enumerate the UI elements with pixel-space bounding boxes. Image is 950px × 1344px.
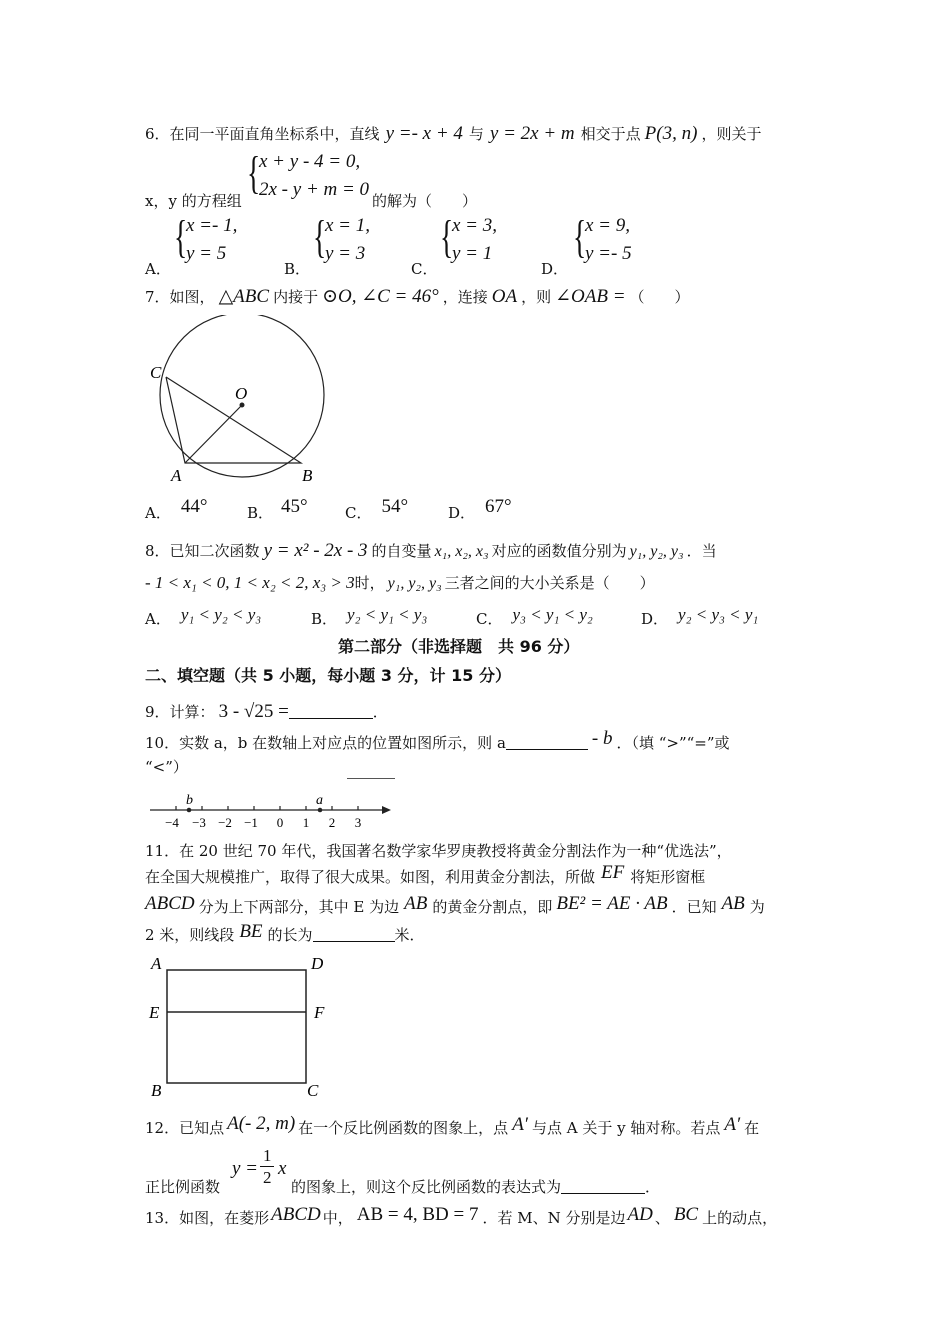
q8-line2: - 1 < x₁ < 0, 1 < x₂ < 2, x₃ > 3时， y₁, y₂, y₃ 三者之间的大小关系是（ ） bbox=[145, 573, 655, 592]
q8-option-c[interactable]: C． y₃ < y₁ < y₂ bbox=[476, 605, 593, 628]
q6-line1: 6．在同一平面直角坐标系中，直线 y =- x + 4 与 y = 2x + m 相交于点 P(3, n) ，则关于 bbox=[145, 123, 762, 144]
q11-label-b: B bbox=[151, 1081, 162, 1100]
q11-label-a: A bbox=[151, 954, 162, 973]
q10-tick-label: −4 bbox=[165, 815, 179, 830]
q6-option-b-label[interactable]: B． bbox=[284, 260, 311, 278]
q10-stray-line bbox=[347, 778, 395, 779]
q10-point-a bbox=[318, 808, 323, 813]
q6-line2-tail: 的解为（ ） bbox=[372, 192, 478, 210]
q10-tick-label: 2 bbox=[328, 815, 336, 830]
q10-label-a: a bbox=[316, 793, 323, 808]
q11-label-d: D bbox=[311, 954, 324, 973]
q6-point: P(3, n) bbox=[644, 123, 698, 144]
q7-option-c[interactable]: C． 54° bbox=[345, 496, 409, 522]
q11-label-e: E bbox=[149, 1003, 160, 1022]
q6-option-d-label[interactable]: D． bbox=[541, 260, 569, 278]
q8-option-a[interactable]: A． y₁ < y₂ < y₃ bbox=[145, 605, 262, 628]
q7-circle-figure bbox=[140, 315, 340, 490]
q6-option-c-label[interactable]: C． bbox=[411, 260, 438, 278]
q11-label-c: C bbox=[307, 1081, 319, 1100]
q7-line1: 7．如图， △ABC 内接于 ⊙O, ∠C = 46° ，连接 OA ，则 ∠OAB = （ ） bbox=[145, 286, 690, 307]
q11-rectangle-figure bbox=[145, 950, 345, 1100]
q10-number-line bbox=[148, 790, 398, 832]
q10-answer-blank[interactable] bbox=[506, 735, 588, 750]
q10-tick-label: −1 bbox=[244, 815, 258, 830]
q9-answer-blank[interactable] bbox=[289, 704, 373, 719]
q12-answer-blank[interactable] bbox=[561, 1179, 645, 1194]
q10-line1: 10．实数 a，b 在数轴上对应点的位置如图所示，则 a - b ．（填 “>”“=”或 bbox=[145, 728, 730, 752]
q7-label-c: C bbox=[150, 363, 162, 382]
q13-line1: 13．如图，在菱形 ABCD 中， AB = 4, BD = 7 ．若 M、N 分别是边 AD 、 BC 上的动点， bbox=[145, 1204, 778, 1227]
q10-label-b: b bbox=[186, 793, 193, 808]
q11-label-f: F bbox=[314, 1003, 325, 1022]
q7-label-b: B bbox=[302, 466, 313, 485]
q10-tick-label: −2 bbox=[218, 815, 232, 830]
part2-title: 第二部分（非选择题 共 96 分） bbox=[338, 637, 580, 656]
q6-eq2: y = 2x + m bbox=[489, 123, 575, 144]
q7-option-d[interactable]: D． 67° bbox=[448, 496, 512, 522]
q8-option-d[interactable]: D． y₂ < y₃ < y₁ bbox=[641, 605, 759, 628]
q12-proportional-function: y = 1 2 x bbox=[232, 1146, 287, 1187]
q7-label-a: A bbox=[171, 466, 182, 485]
q7-option-b[interactable]: B． 45° bbox=[247, 496, 308, 522]
q7-label-o: O bbox=[235, 384, 248, 403]
q10-tick-label: 1 bbox=[302, 815, 310, 830]
q8-line1: 8．已知二次函数 y = x² - 2x - 3 的自变量 x₁, x₂, x₃ 对应的函数值分别为 y₁, y₂, y₃ ．当 bbox=[145, 540, 717, 561]
q12-line2-start: 正比例函数 bbox=[145, 1178, 221, 1196]
q11-line1: 11．在 20 世纪 70 年代，我国著名数学家华罗庚教授将黄金分割法作为一种“优选法”， bbox=[145, 842, 732, 860]
q11-answer-blank[interactable] bbox=[313, 927, 395, 942]
q10-tick-label: −3 bbox=[192, 815, 206, 830]
q6-eq1: y =- x + 4 bbox=[385, 123, 463, 144]
q10-tick-label: 0 bbox=[276, 815, 284, 830]
q12-line1: 12．已知点 A(- 2, m) 在一个反比例函数的图象上，点 A′ 与点 A 关于 y 轴对称。若点 A′ 在 bbox=[145, 1113, 760, 1137]
q11-line2: 在全国大规模推广，取得了很大成果。如图，利用黄金分割法，所做 EF 将矩形窗框 bbox=[145, 862, 706, 886]
q11-line4: 2 米，则线段 BE 的长为 米． bbox=[145, 921, 425, 944]
q10-point-b bbox=[187, 808, 192, 813]
section2-title: 二、填空题（共 5 小题，每小题 3 分，计 15 分） bbox=[145, 666, 511, 685]
q11-line3: ABCD 分为上下两部分，其中 E 为边 AB 的黄金分割点，即 BE² = AE · AB ．已知 AB 为 bbox=[145, 893, 765, 916]
q10-tick-label: 3 bbox=[354, 815, 362, 830]
q9-line: 9．计算： 3 - √25 = ． bbox=[145, 701, 388, 722]
q8-option-b[interactable]: B． y₂ < y₁ < y₃ bbox=[311, 605, 428, 628]
exam-page: 6．在同一平面直角坐标系中，直线 y =- x + 4 与 y = 2x + m 相交于点 P(3, n) ，则关于 x，y 的方程组 { x + y - 4 = 0, 2x - y + m = 0 的解为（ ） A． { x =- 1, y = 5 B． { x = 1, y = 3 C． { x = 3, y = 1 D． { x = 9, y =- 5 7．如图， △ABC 内接于 ⊙O, ∠C = 46° ，连接 OA ，则 ∠OAB = （ ） C O A B A． 44° B． 45° C． 54° D． 67° 8．已知二次函数 y = x² - 2x - 3 的自变量 x₁, x₂, x₃ 对应的函数值分别为 y₁, y₂, y₃ ．当 - 1 < x₁ < 0, 1 < x₂ < 2, x₃ > 3时， y₁, y₂, y₃ 三者之间的大小关系是（ ） A． y₁ < y₂ < y₃ B． y₂ < y₁ < y₃ C． y₃ < y₁ < y₂ D． y₂ < y₃ < y₁ 第二部分（非选择题 共 96 分） 二、填空题（共 5 小题，每小题 3 分，计 15 分） 9．计算： 3 - √25 = ． 10．实数 a，b 在数轴上对应点的位置如图所示，则 a - b ．（填 “>”“=”或 “<”） b a −4 −3 −2 −1 0 1 2 3 11．在 20 世纪 70 年代，我国著名数学家华罗庚教授将黄金分割法作为一种“优选法”， 在全国大规模推广，取得了很大成果。如图，利用黄金分割法，所做 EF 将矩形窗框 ABCD 分为上下两部分，其中 E 为边 AB 的黄金分割点，即 BE² = AE · AB ．已知 AB 为 2 米，则线段 BE 的长为 米． A D E F B C 12．已知点 A(- 2, m) 在一个反比例函数的图象上，点 A′ 与点 A 关于 y 轴对称。若点 A′ 在 正比例函数 y = 1 2 x 的图象上，则这个反比例函数的表达式为 ． 13．如图，在菱形 ABCD 中， AB = 4, BD = 7 ．若 M、N 分别是边 AD 、 BC 上的动点， bbox=[0, 0, 950, 1344]
q6-option-a-label[interactable]: A． bbox=[145, 260, 171, 278]
q7-option-a[interactable]: A． 44° bbox=[145, 496, 208, 522]
q6-line2: x，y 的方程组 bbox=[145, 192, 242, 210]
q10-line2: “<”） bbox=[145, 758, 188, 776]
q12-line2: 的图象上，则这个反比例函数的表达式为 ． bbox=[291, 1178, 661, 1196]
